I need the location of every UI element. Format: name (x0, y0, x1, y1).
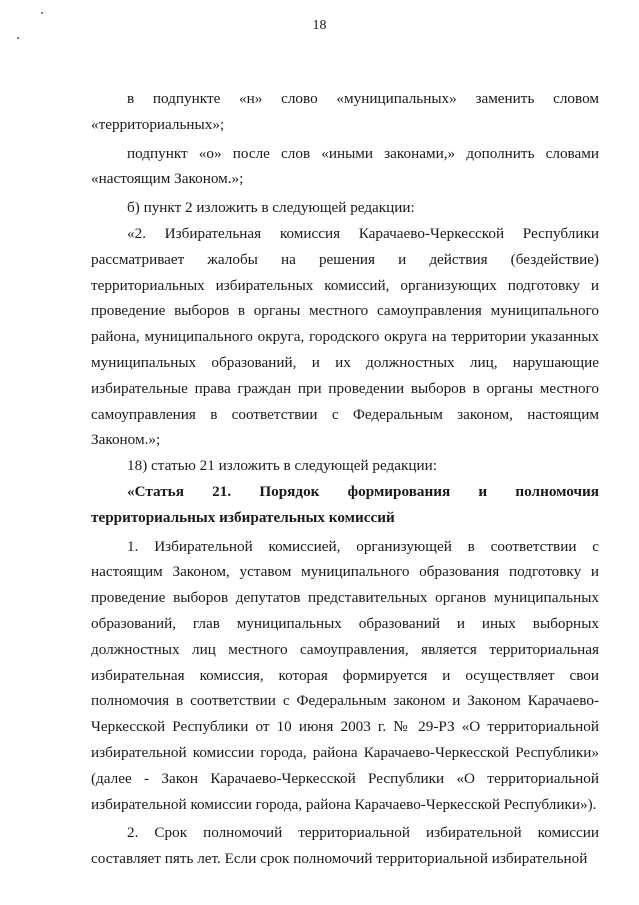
paragraph-3: б) пункт 2 изложить в следующей редакции: (127, 199, 415, 217)
scan-speck (41, 12, 43, 14)
document-body (91, 86, 599, 872)
paragraph-2: подпункт «о» после слов «иными законами,» дополнить словами «настоящим Законом.»; (91, 144, 599, 188)
article-heading: «Статья 21. Порядок формирования и полномочия территориальных избирательных комиссий (91, 482, 599, 526)
paragraph-7: 1. Избирательной комиссией, организующей в соответствии с настоящим Законом, уставом муниципального образования подготовку и проведение выборов депутатов представительных органов муниципальных образований, глав муниципальных образований и иных выборных должностных лиц местного самоуправления, является территориальная избирательная комиссия, которая формируется и осуществляет свои полномочия в соответствии с Федеральным законом и Законом Карачаево-Черкесской Республики от 10 июня 2003 г. № 29-РЗ «О территориальной избирательной комиссии города, района Карачаево-Черкесской Республики» (далее - Закон Карачаево-Черкесской Республики «О территориальной избирательной комиссии города, района Карачаево-Черкесской Республики»). (91, 537, 599, 813)
paragraph-5: 18) статью 21 изложить в следующей редакции: (127, 457, 437, 475)
page-number: 18 (312, 18, 327, 33)
paragraph-4: «2. Избирательная комиссия Карачаево-Черкесской Республики рассматривает жалобы на решения и действия (бездействие) территориальных избирательных комиссий, организующих подготовку и проведение выборов в органы местного самоуправления муниципального района, муниципального округа, городского округа на территории указанных муниципальных образований, и их должностных лиц, нарушающие избирательные права граждан при проведении выборов в органы местного самоуправления в соответствии с Федеральным законом, настоящим Законом.»; (91, 224, 599, 449)
paragraph-1: в подпункте «н» слово «муниципальных» заменить словом «территориальных»; (91, 90, 599, 133)
paragraph-8: 2. Срок полномочий территориальной избирательной комиссии составляет пять лет. Если срок полномочий территориальной избирательной (91, 824, 599, 868)
scan-speck (17, 37, 19, 39)
